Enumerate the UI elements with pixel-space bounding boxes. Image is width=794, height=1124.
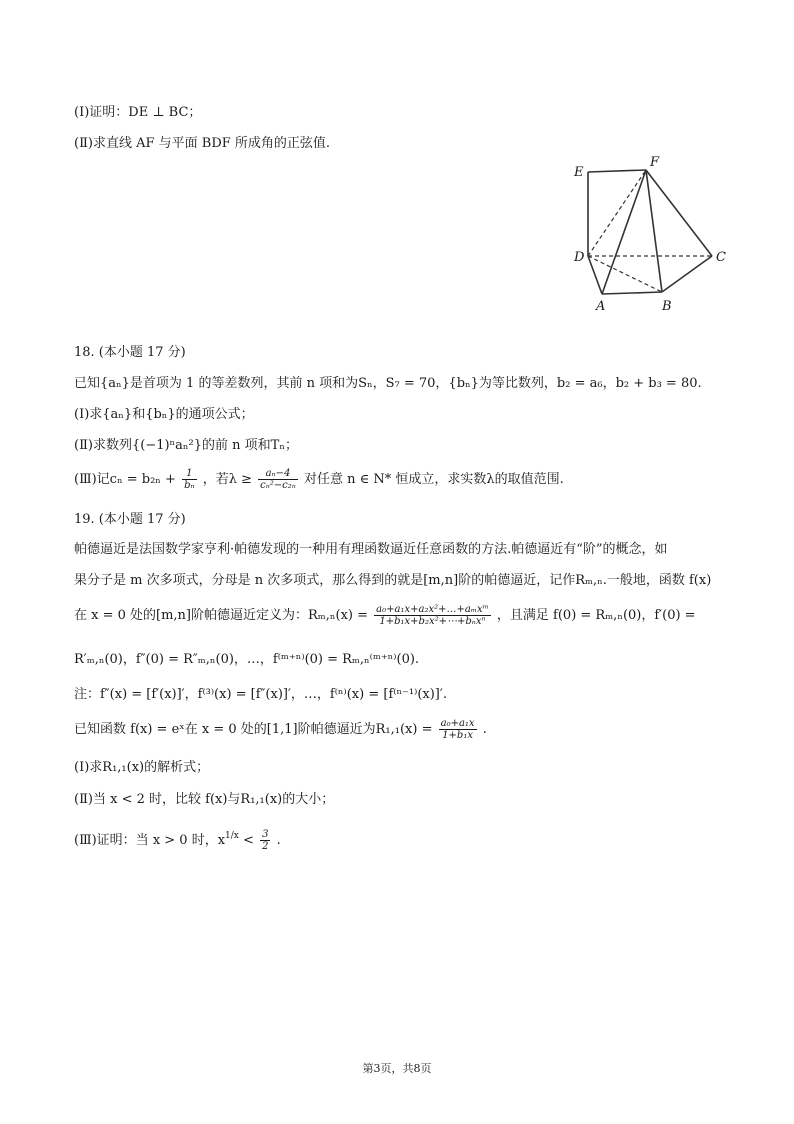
- edge-DF-hidden: [588, 170, 646, 256]
- r11-fraction: $\frac{\text{a₀+a₁x}}{\text{1+b₁x}}$: [440, 718, 475, 741]
- q19-part3-a: (Ⅲ)证明：当 x > 0 时，x: [74, 833, 226, 848]
- q19-p2: 果分子是 m 次多项式，分母是 n 次多项式，那么得到的就是[m,n]阶的帕德逼近，记作Rₘ,ₙ.一般地，函数 f(x): [74, 573, 712, 588]
- edge-FA: [602, 170, 646, 294]
- q18-part3-c: 对任意 n ∈ N* 恒成立，求实数λ的取值范围.: [303, 472, 564, 487]
- q19-part1: (Ⅰ)求R₁,₁(x)的解析式；: [74, 760, 210, 775]
- q19-given-a: 已知函数 f(x) = eˣ在 x = 0 处的[1,1]阶帕德逼近为R₁,₁(x) =: [74, 722, 433, 737]
- label-E: E: [574, 165, 584, 180]
- q19-part3-c: .: [276, 833, 281, 848]
- page-footer: 第3页，共8页: [362, 1062, 432, 1075]
- pade-definition-fraction: $\frac{\text{a₀+a₁x+a₂x²+…+aₘxᵐ}}{\text{1+b₁x+b₂x²+⋯+bₙxⁿ}}$: [376, 604, 489, 627]
- q19-note: 注：f″(x) = [f′(x)]′，f⁽³⁾(x) = [f″(x)]′，…，f⁽ⁿ⁾(x) = [f⁽ⁿ⁻¹⁾(x)]′.: [74, 687, 447, 702]
- edge-AB: [602, 292, 662, 294]
- three-halves-fraction: $\frac{3}{2}$: [262, 829, 269, 852]
- q19-given: [74, 718, 487, 741]
- label-A: A: [596, 299, 606, 314]
- q19-p3: [74, 604, 696, 627]
- edge-EF: [588, 170, 646, 172]
- q17-part2: (Ⅱ)求直线 AF 与平面 BDF 所成角的正弦值.: [74, 136, 331, 151]
- q19-p3-a: 在 x = 0 处的[m,n]阶帕德逼近定义为：Rₘ,ₙ(x) =: [74, 608, 369, 623]
- label-F: F: [650, 155, 660, 170]
- q19-part3-b: <: [243, 833, 254, 848]
- q19-p4: R′ₘ,ₙ(0)，f″(0) = R″ₘ,ₙ(0)，…，f⁽ᵐ⁺ⁿ⁾(0) = Rₘ,ₙ⁽ᵐ⁺ⁿ⁾(0).: [74, 652, 420, 667]
- q19-given-b: .: [482, 722, 487, 737]
- q18-title: 18. (本小题 17 分): [74, 345, 186, 360]
- edge-BC: [662, 256, 712, 292]
- q18-part1: (Ⅰ)求{aₙ}和{bₙ}的通项公式；: [74, 407, 254, 422]
- geometry-figure: [568, 150, 738, 320]
- q18-part2: (Ⅱ)求数列{(−1)ⁿaₙ²}的前 n 项和Tₙ；: [74, 438, 298, 453]
- label-D: D: [574, 250, 585, 265]
- q19-p3-b: ，且满足 f(0) = Rₘ,ₙ(0)，f′(0) =: [496, 608, 696, 623]
- q19-part2: (Ⅱ)当 x < 2 时，比较 f(x)与R₁,₁(x)的大小；: [74, 792, 335, 807]
- q19-part3-exponent: 1/x: [225, 831, 239, 841]
- label-B: B: [662, 299, 672, 314]
- edge-DA: [588, 256, 602, 294]
- fraction-1-over-bn: $\frac{1}{\text{bₙ}}$: [184, 468, 195, 491]
- q18-stem: 已知{aₙ}是首项为 1 的等差数列，其前 n 项和为Sₙ，S₇ = 70，{bₙ}为等比数列，b₂ = a₆，b₂ + b₃ = 80.: [74, 376, 702, 391]
- q19-p1: 帕德逼近是法国数学家亨利·帕德发现的一种用有理函数逼近任意函数的方法.帕德逼近有“阶”的概念，如: [74, 542, 668, 557]
- q18-part3: [74, 468, 564, 491]
- fraction-lambda-bound: $\frac{\text{aₙ−4}}{\text{cₙ²−c₂ₙ}}$: [260, 468, 296, 491]
- label-C: C: [716, 250, 726, 265]
- q18-part3-b: ，若λ ≥: [202, 472, 252, 487]
- q18-part3-a: (Ⅲ)记cₙ = b₂ₙ +: [74, 472, 176, 487]
- q19-title: 19. (本小题 17 分): [74, 512, 186, 527]
- q19-part3: [74, 826, 281, 852]
- q17-part1: (Ⅰ)证明：DE ⊥ BC；: [74, 105, 202, 120]
